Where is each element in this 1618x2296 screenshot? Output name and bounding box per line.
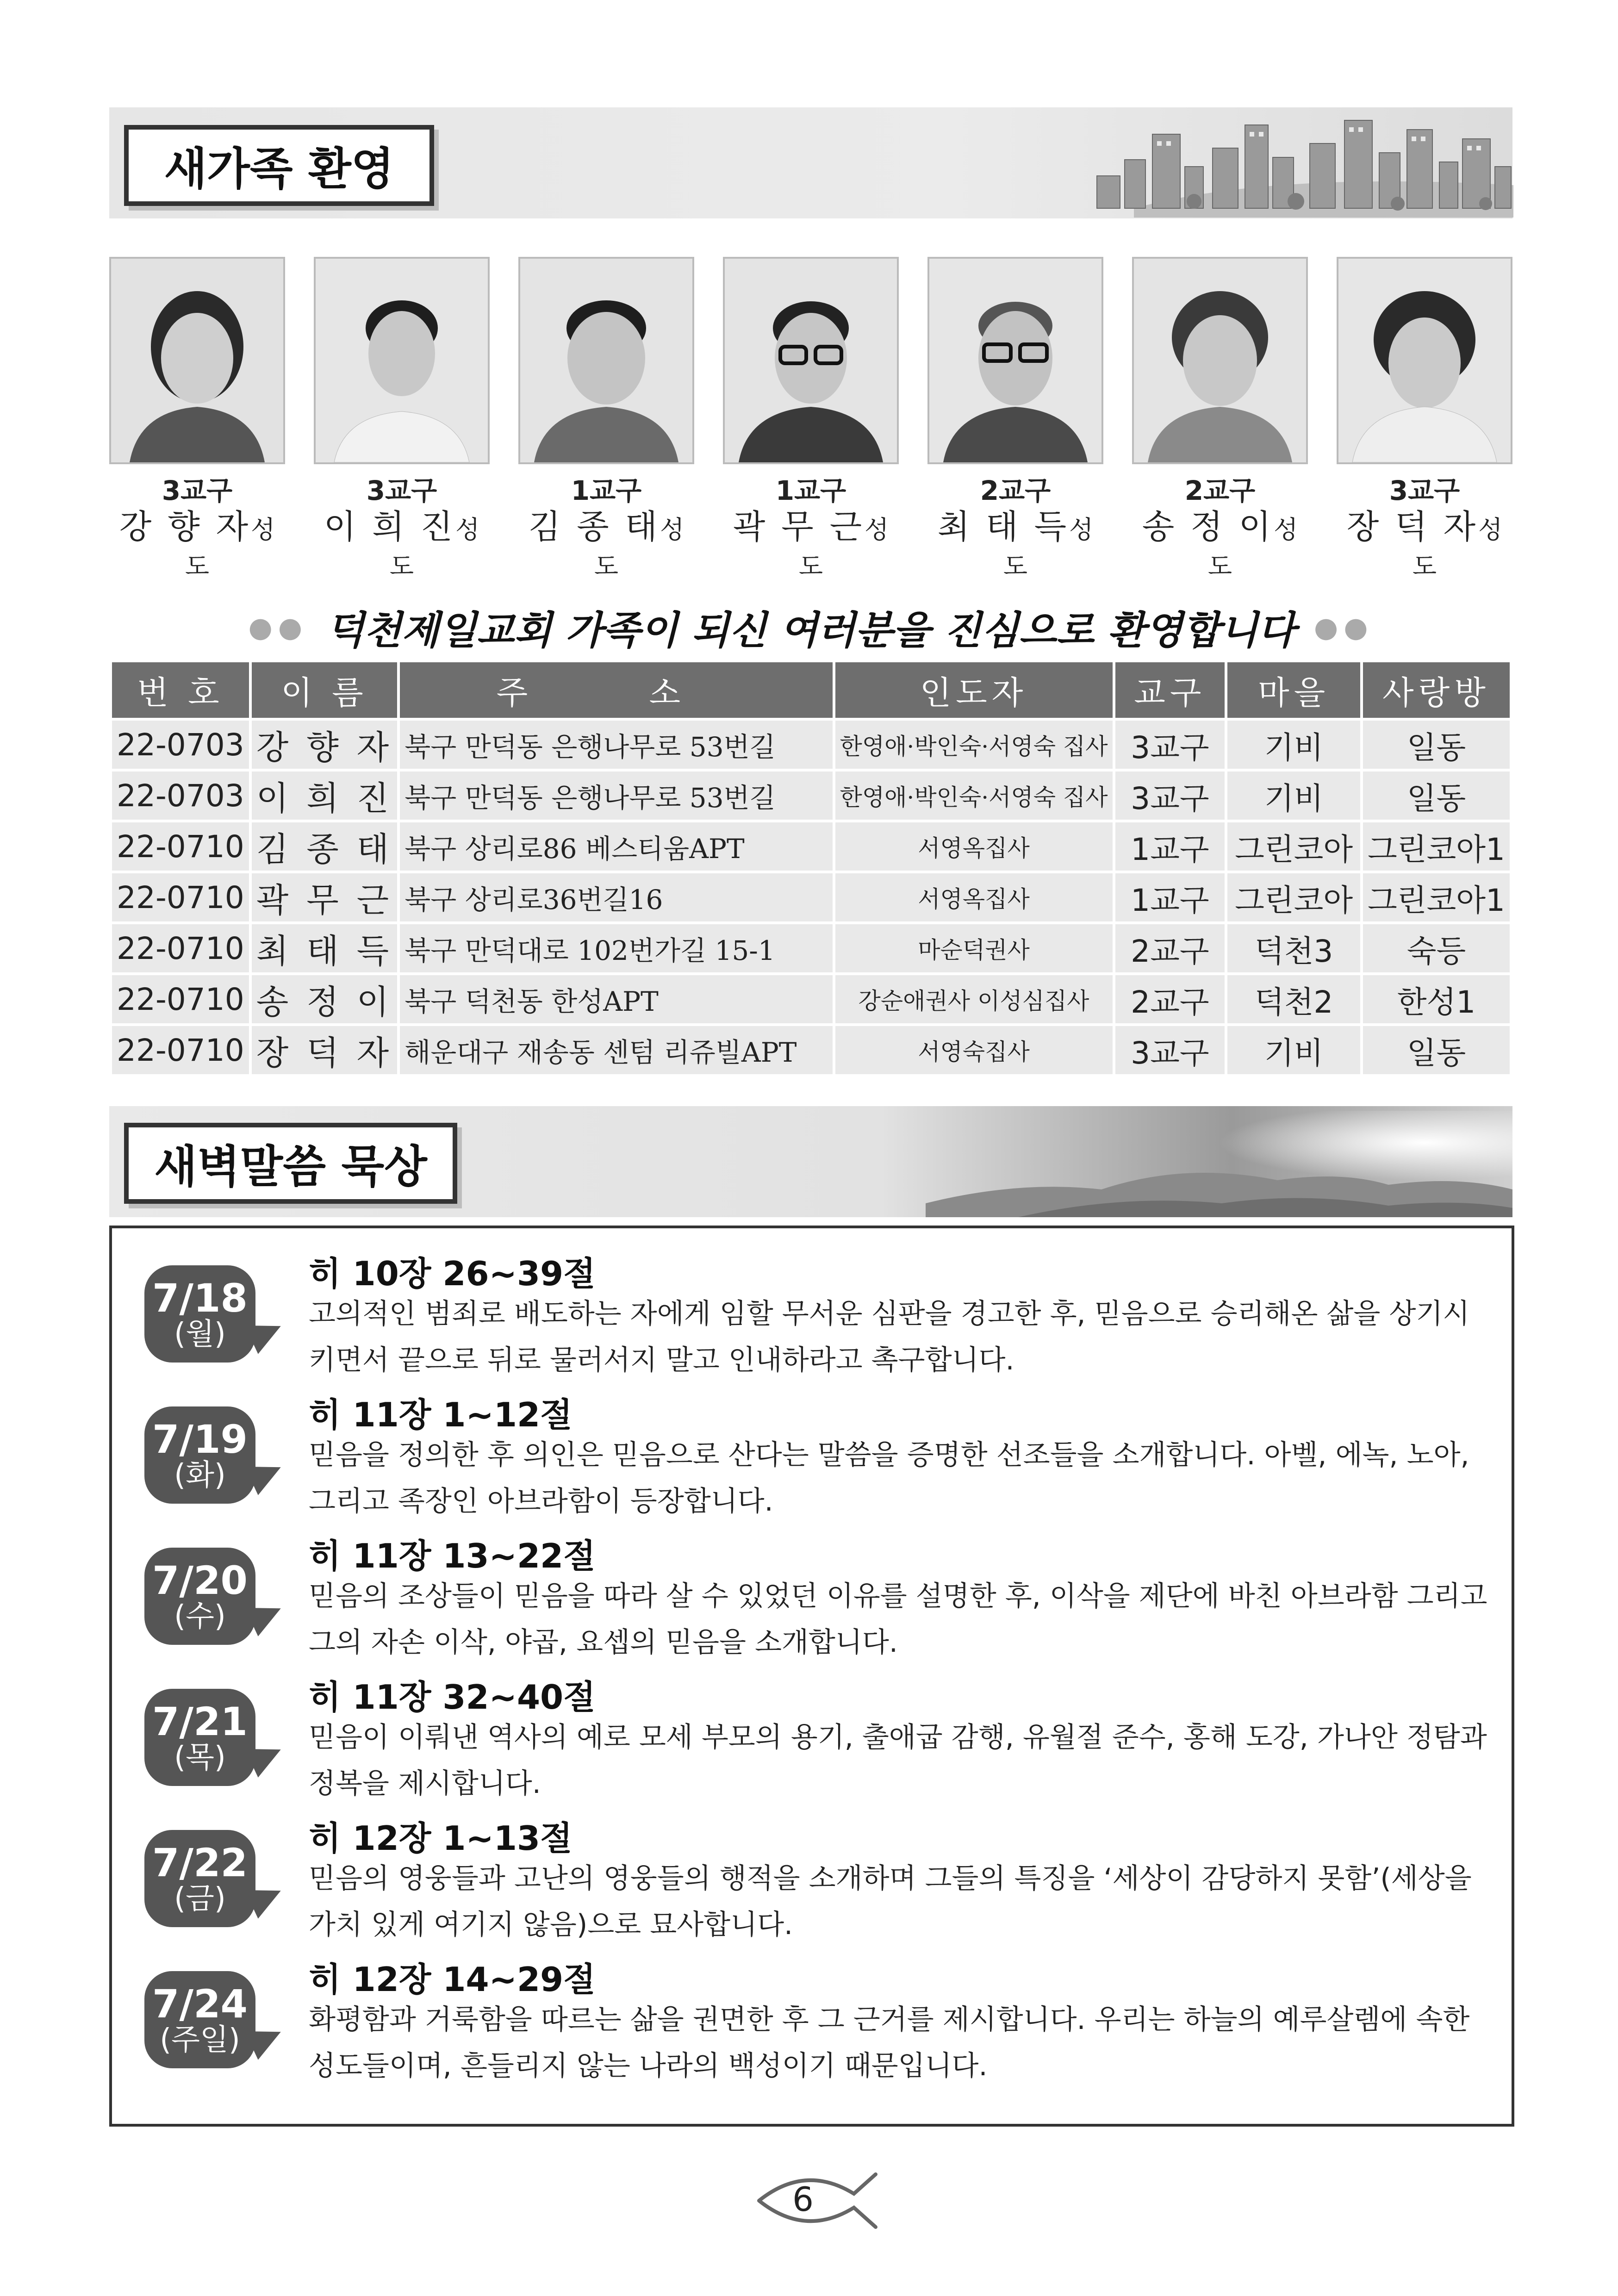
member-card [927, 257, 1103, 582]
cell-parish: 3교구 [1115, 1026, 1225, 1074]
scripture-reference: 히 10장 26~39절 [309, 1254, 596, 1293]
cell-address: 북구 만덕동 은행나무로 53번길 [400, 772, 832, 820]
date-badge [144, 1406, 255, 1504]
welcome-text: 덕천제일교회 가족이 되신 여러분을 진심으로 환영합니다 [326, 607, 1295, 653]
member-name: 최 태 득성도 [937, 507, 1094, 581]
cell-name: 장 덕 자 [252, 1026, 397, 1074]
cell-group: 그린코아1 [1363, 822, 1510, 871]
member-card [518, 257, 694, 582]
cell-parish: 1교구 [1115, 873, 1225, 921]
cell-village: 덕천3 [1227, 924, 1360, 972]
cell-village: 그린코아 [1227, 822, 1360, 871]
member-photo [927, 257, 1103, 464]
cell-guide: 한영애·박인숙·서영숙 집사 [835, 721, 1113, 769]
cell-group: 일동 [1363, 772, 1510, 820]
cell-address: 북구 상리로36번길16 [400, 873, 832, 921]
mountain-sunrise-illustration [926, 1111, 1512, 1217]
cell-group: 일동 [1363, 1026, 1510, 1074]
member-group: 1교구 [775, 475, 846, 506]
weekday-label: (화) [174, 1458, 226, 1493]
member-photo [723, 257, 899, 464]
cell-name: 김 종 태 [252, 822, 397, 871]
cell-guide: 마순덕권사 [835, 924, 1113, 972]
member-card [109, 257, 285, 582]
speech-tail [245, 2017, 287, 2060]
col-header-village: 마을 [1227, 662, 1360, 718]
member-photo [518, 257, 694, 464]
cell-village: 기비 [1227, 1026, 1360, 1074]
meditation-text: 믿음이 이뤄낸 역사의 예로 모세 부모의 용기, 출애굽 감행, 유월절 준수, 홍해 도강, 가나안 정탐과 정복을 제시합니다. [309, 1721, 1487, 1800]
cell-parish: 2교구 [1115, 975, 1225, 1023]
col-header-name: 이 름 [252, 662, 397, 718]
cell-number: 22-0703 [112, 721, 249, 769]
speech-tail [245, 1735, 287, 1777]
member-photo-gallery [109, 257, 1512, 581]
page-number-text: 6 [792, 2180, 814, 2219]
new-member-table [109, 660, 1512, 1077]
cell-group: 일동 [1363, 721, 1510, 769]
col-header-parish: 교구 [1115, 662, 1225, 718]
meditation-text: 믿음의 조상들이 믿음을 따라 살 수 있었던 이유를 설명한 후, 이삭을 제단에 바친 아브라함 그리고 그의 자손 이삭, 야곱, 요셉의 믿음을 소개합니다. [309, 1580, 1487, 1659]
date-badge [144, 1689, 255, 1786]
table-row [112, 1026, 1510, 1074]
cell-address: 북구 덕천동 한성APT [400, 975, 832, 1023]
speech-tail [245, 1594, 287, 1636]
member-card [723, 257, 899, 582]
cell-village: 기비 [1227, 721, 1360, 769]
weekday-label: (주일) [160, 2022, 240, 2057]
cell-number: 22-0710 [112, 975, 249, 1023]
cell-name: 이 희 진 [252, 772, 397, 820]
table-row [112, 822, 1510, 871]
date-badge [144, 1971, 255, 2068]
scripture-reference: 히 11장 32~40절 [309, 1678, 596, 1717]
table-row [112, 873, 1510, 921]
cell-name: 강 향 자 [252, 721, 397, 769]
speech-tail [245, 1876, 287, 1918]
cell-number: 22-0710 [112, 873, 249, 921]
cell-address: 해운대구 재송동 센텀 리쥬빌APT [400, 1026, 832, 1074]
weekday-label: (월) [174, 1317, 226, 1351]
date-label: 7/19 [152, 1417, 248, 1462]
date-label: 7/24 [152, 1981, 248, 2027]
member-photo [1132, 257, 1308, 464]
page-number [754, 2166, 879, 2235]
member-card [314, 257, 490, 582]
member-group: 3교구 [1389, 475, 1460, 506]
date-badge [144, 1265, 255, 1363]
cell-village: 덕천2 [1227, 975, 1360, 1023]
cell-address: 북구 만덕동 은행나무로 53번길 [400, 721, 832, 769]
section-title-new-family: 새가족 환영 [124, 125, 434, 206]
speech-tail [245, 1312, 287, 1354]
member-group: 3교구 [366, 475, 437, 506]
city-illustration [1078, 116, 1513, 218]
cell-guide: 한영애·박인숙·서영숙 집사 [835, 772, 1113, 820]
welcome-message [109, 599, 1512, 655]
member-group: 3교구 [162, 475, 233, 506]
meditation-schedule [109, 1226, 1514, 2127]
cell-number: 22-0703 [112, 772, 249, 820]
table-row [112, 975, 1510, 1023]
scripture-reference: 히 11장 13~22절 [309, 1537, 596, 1575]
cell-address: 북구 상리로86 베스티움APT [400, 822, 832, 871]
cell-parish: 1교구 [1115, 822, 1225, 871]
cell-village: 기비 [1227, 772, 1360, 820]
col-header-address: 주 소 [400, 662, 832, 718]
member-name: 곽 무 근성도 [733, 507, 889, 581]
cell-group: 숙등 [1363, 924, 1510, 972]
table-row [112, 924, 1510, 972]
decorative-dots-left: ●● [248, 611, 308, 644]
cell-guide: 서영옥집사 [835, 873, 1113, 921]
scripture-reference: 히 12장 1~13절 [309, 1819, 573, 1858]
member-card [1132, 257, 1308, 582]
speech-tail [245, 1453, 287, 1495]
member-name: 김 종 태성도 [528, 507, 685, 581]
date-label: 7/20 [152, 1558, 248, 1604]
cell-guide: 서영옥집사 [835, 822, 1113, 871]
cell-number: 22-0710 [112, 1026, 249, 1074]
cell-parish: 3교구 [1115, 721, 1225, 769]
member-photo [1337, 257, 1512, 464]
date-badge [144, 1830, 255, 1927]
table-row [112, 772, 1510, 820]
cell-name: 송 정 이 [252, 975, 397, 1023]
cell-village: 그린코아 [1227, 873, 1360, 921]
date-label: 7/18 [152, 1276, 248, 1321]
date-label: 7/22 [152, 1840, 248, 1886]
decorative-dots-right: ●● [1313, 611, 1374, 644]
meditation-text: 고의적인 범죄로 배도하는 자에게 임할 무서운 심판을 경고한 후, 믿음으로 승리해온 삶을 상기시키면서 끝으로 뒤로 물러서지 말고 인내하라고 촉구합니다. [309, 1298, 1470, 1376]
meditation-text: 믿음의 영웅들과 고난의 영웅들의 행적을 소개하며 그들의 특징을 ‘세상이 감당하지 못함’(세상을 가치 있게 여기지 않음)으로 묘사합니다. [309, 1862, 1472, 1941]
member-name: 강 향 자성도 [119, 507, 275, 581]
cell-number: 22-0710 [112, 924, 249, 972]
cell-guide: 서영숙집사 [835, 1026, 1113, 1074]
date-badge [144, 1548, 255, 1645]
table-header-row [112, 662, 1510, 718]
member-name: 장 덕 자성도 [1346, 507, 1503, 581]
cell-group: 한성1 [1363, 975, 1510, 1023]
member-card [1337, 257, 1512, 582]
member-group: 1교구 [571, 475, 642, 506]
col-header-guide: 인도자 [835, 662, 1113, 718]
table-row [112, 721, 1510, 769]
weekday-label: (수) [174, 1599, 226, 1634]
meditation-text: 화평함과 거룩함을 따르는 삶을 권면한 후 그 근거를 제시합니다. 우리는 하늘의 예루살렘에 속한 성도들이며, 흔들리지 않는 나라의 백성이기 때문입니다. [309, 2004, 1470, 2082]
member-group: 2교구 [1184, 475, 1256, 506]
member-photo [109, 257, 285, 464]
col-header-group: 사랑방 [1363, 662, 1510, 718]
weekday-label: (금) [174, 1881, 226, 1916]
member-name: 이 희 진성도 [324, 507, 480, 581]
date-label: 7/21 [152, 1699, 248, 1745]
cell-address: 북구 만덕대로 102번가길 15-1 [400, 924, 832, 972]
cell-guide: 강순애권사 이성심집사 [835, 975, 1113, 1023]
cell-parish: 2교구 [1115, 924, 1225, 972]
cell-name: 곽 무 근 [252, 873, 397, 921]
member-photo [314, 257, 490, 464]
section-title-dawn-meditation: 새벽말씀 묵상 [124, 1123, 457, 1204]
member-group: 2교구 [980, 475, 1051, 506]
cell-parish: 3교구 [1115, 772, 1225, 820]
meditation-text: 믿음을 정의한 후 의인은 믿음으로 산다는 말씀을 증명한 선조들을 소개합니다. 아벨, 에녹, 노아, 그리고 족장인 아브라함이 등장합니다. [309, 1439, 1469, 1518]
cell-number: 22-0710 [112, 822, 249, 871]
col-header-number: 번 호 [112, 662, 249, 718]
scripture-reference: 히 11장 1~12절 [309, 1395, 573, 1434]
member-name: 송 정 이성도 [1142, 507, 1298, 581]
cell-group: 그린코아1 [1363, 873, 1510, 921]
weekday-label: (목) [174, 1740, 226, 1775]
cell-name: 최 태 득 [252, 924, 397, 972]
scripture-reference: 히 12장 14~29절 [309, 1960, 596, 1999]
